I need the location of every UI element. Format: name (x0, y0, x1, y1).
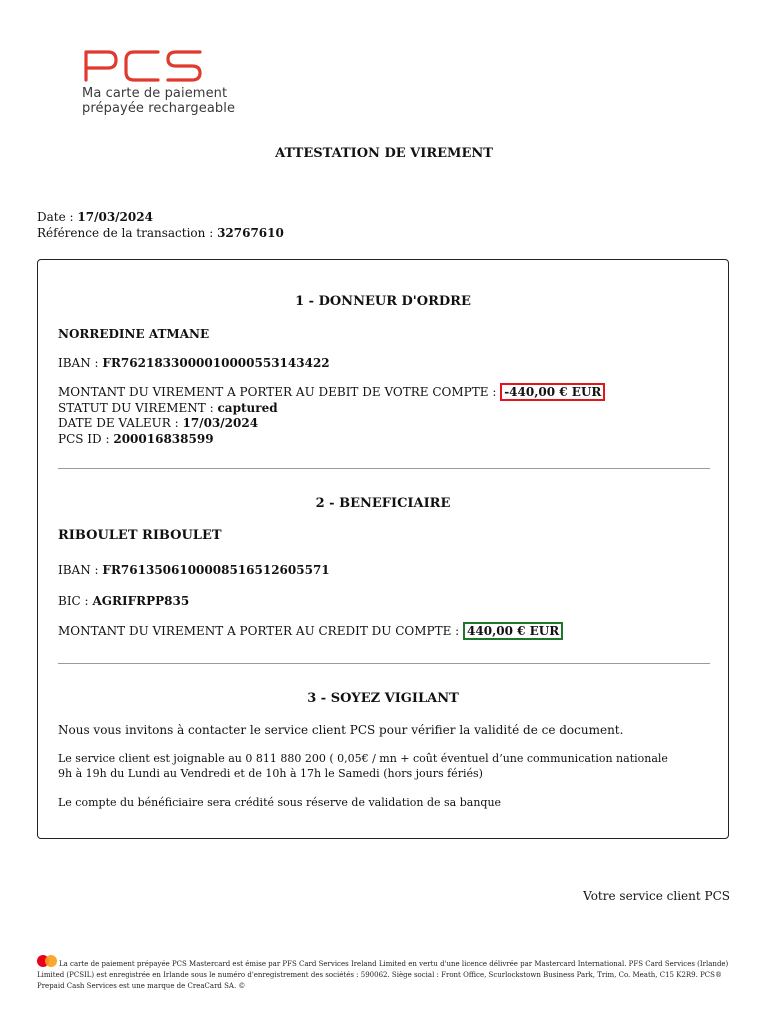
mastercard-logo-icon (37, 955, 57, 967)
section-title-donneur: 1 - DONNEUR D'ORDRE (295, 294, 471, 309)
date-line (37, 209, 284, 225)
transfer-status-line (58, 401, 278, 416)
pcs-id-line (58, 432, 214, 447)
transfer-status-label: STATUT DU VIREMENT : (58, 401, 214, 415)
section-divider-2 (58, 663, 710, 664)
tagline-line-2: prépayée rechargeable (82, 101, 236, 116)
vigilance-intro: Nous vous invitons à contacter le service client PCS pour vérifier la validité de ce document. (58, 723, 624, 737)
orderer-name: NORREDINE ATMANE (58, 327, 210, 341)
signoff: Votre service client PCS (583, 889, 730, 903)
logo-tagline (82, 86, 252, 116)
debit-amount-value: -440,00 € EUR (500, 383, 605, 401)
beneficiary-bic-label: BIC : (58, 594, 89, 608)
debit-amount-label: MONTANT DU VIREMENT A PORTER AU DEBIT DE VOTRE COMPTE : (58, 385, 497, 399)
beneficiary-name: RIBOULET RIBOULET (58, 528, 222, 543)
reference-value: 32767610 (217, 226, 284, 240)
section-divider-1 (58, 468, 710, 469)
reference-line (37, 225, 284, 241)
pcs-logo-icon (82, 46, 204, 84)
section-title-beneficiaire: 2 - BENEFICIAIRE (315, 496, 451, 511)
value-date-label: DATE DE VALEUR : (58, 416, 179, 430)
transaction-meta (37, 209, 284, 241)
pcs-id-value: 200016838599 (113, 432, 214, 446)
beneficiary-iban-label: IBAN : (58, 563, 99, 577)
pcs-id-label: PCS ID : (58, 432, 110, 446)
orderer-iban-label: IBAN : (58, 356, 99, 370)
orderer-iban-line (58, 356, 330, 371)
section-title-vigilant: 3 - SOYEZ VIGILANT (307, 691, 459, 706)
date-label: Date : (37, 210, 74, 224)
beneficiary-iban-value: FR7613506100008516512605571 (102, 563, 330, 577)
date-value: 17/03/2024 (77, 210, 153, 224)
pcs-logo (82, 46, 252, 116)
orderer-iban-value: FR7621833000010000553143422 (102, 356, 330, 370)
value-date-value: 17/03/2024 (182, 416, 259, 430)
legal-footer-text: La carte de paiement prépayée PCS Mastercard est émise par PFS Card Services Ireland Limited en vertu d'une licence délivrée par Mastercard International. PFS Card Services (Irlande) Limited (PCSIL) est enregistrée en Irlande sous le numéro d'enregistrement des sociétés : 590062. Siège social : Front Office, Scurlockstown Business Park, Trim, Co. Meath, C15 K2R9. PCS® Prepaid Cash Services est une marque de CreaCard SA. © (37, 960, 729, 990)
transfer-details-card (37, 259, 729, 839)
reference-label: Référence de la transaction : (37, 226, 214, 240)
beneficiary-bic-value: AGRIFRPP835 (92, 594, 190, 608)
value-date-line (58, 416, 258, 431)
credit-amount-value: 440,00 € EUR (463, 622, 563, 640)
credit-amount-label: MONTANT DU VIREMENT A PORTER AU CREDIT DU COMPTE : (58, 624, 460, 638)
beneficiary-iban-line (58, 563, 330, 578)
service-hours-line-1: Le service client est joignable au 0 811 880 200 ( 0,05€ / mn + coût éventuel d’une communication nationale (58, 752, 668, 765)
service-hours-line-2: 9h à 19h du Lundi au Vendredi et de 10h à 17h le Samedi (hors jours fériés) (58, 767, 483, 780)
credit-amount-line (58, 624, 563, 639)
debit-amount-line (58, 385, 605, 400)
document-title: ATTESTATION DE VIREMENT (275, 146, 493, 161)
beneficiary-bic-line (58, 594, 189, 609)
tagline-line-1: Ma carte de paiement (82, 86, 228, 101)
credit-validation-note: Le compte du bénéficiaire sera crédité sous réserve de validation de sa banque (58, 796, 502, 809)
legal-footer (37, 955, 731, 992)
transfer-status-value: captured (217, 401, 278, 415)
